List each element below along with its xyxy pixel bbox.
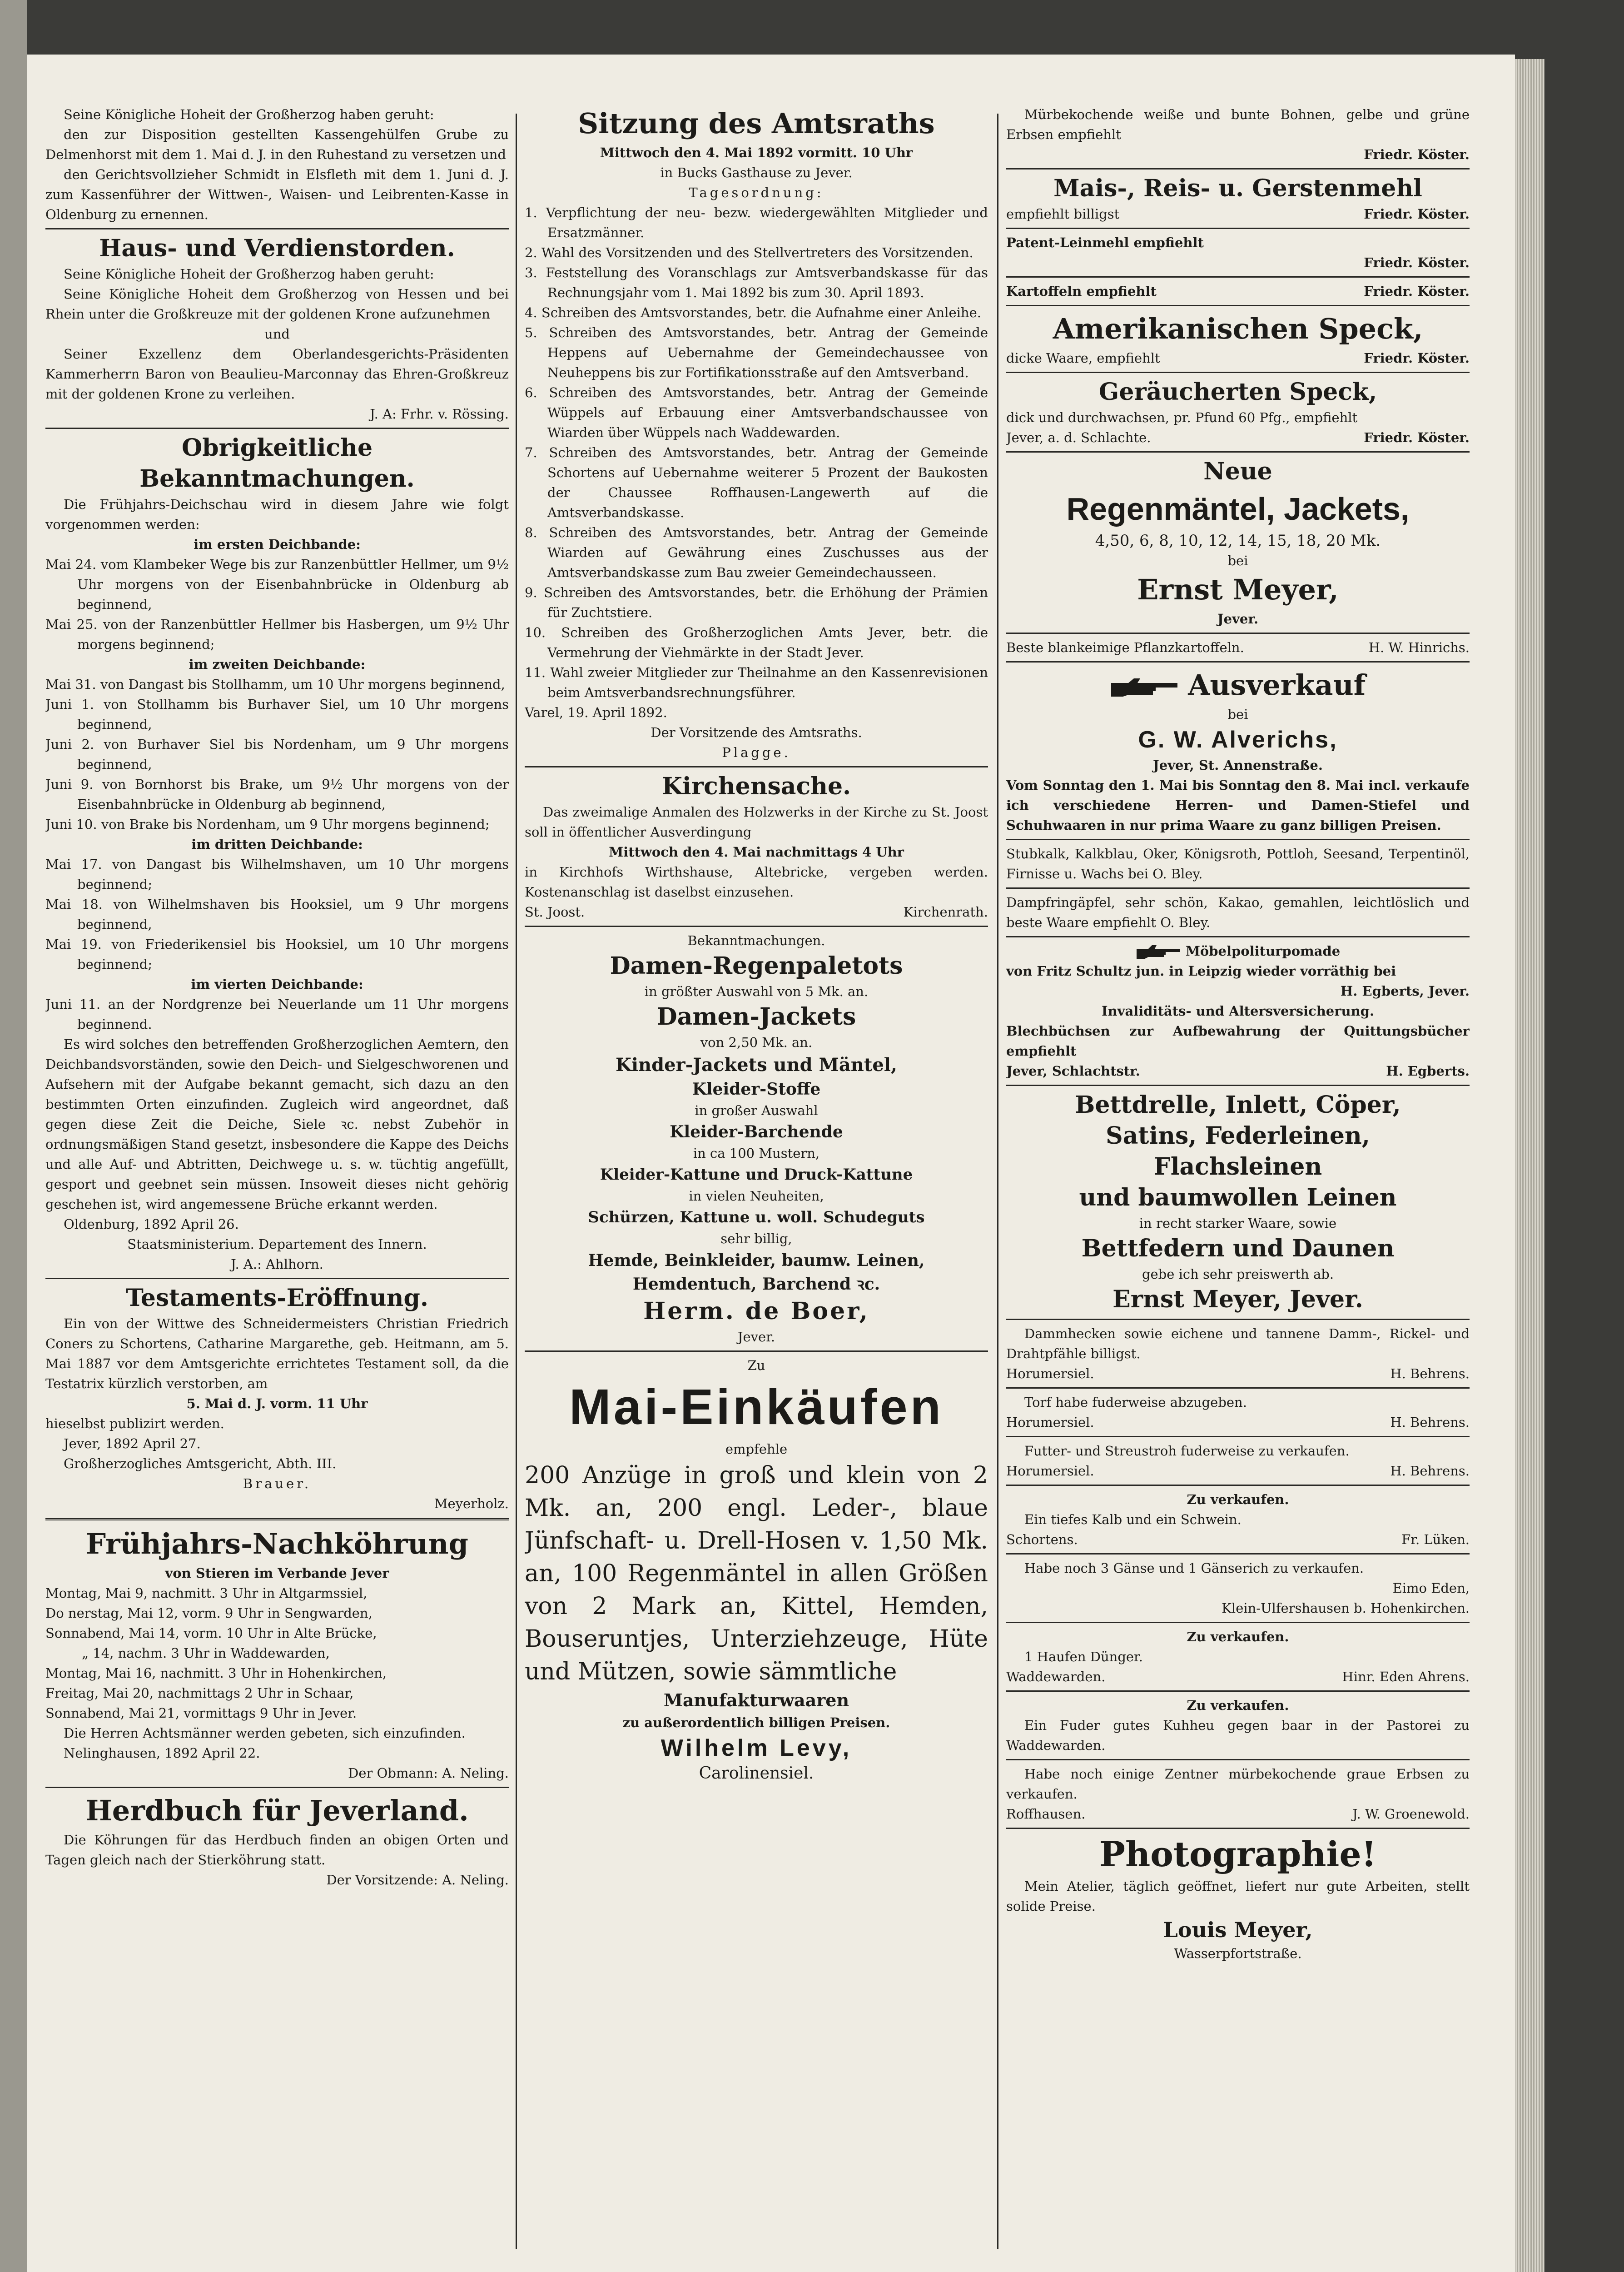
- small-pointing-hand-icon: [1136, 944, 1181, 960]
- text-paragraph: Es wird solches den betreffenden Großherzoglichen Aemtern, den Deichbandsvorständen, sowie den Deich- und Sielgeschworenen und Aufsehern mit der Aufgabe bekannt gemacht, sich dazu an den bestimmten Orten einzufinden. Zugleich wird angeordnet, daß gegen diese Zeit die Deiche, Siele ꝛc. nebst Zubehör in ordnungsmäßigen Stand gesetzt, insbesondere die Kappe des Deichs und alle Auf- und Abtritten, Deichwege u. s. w. tüchtig angefüllt, gesport und geebnet sein müssen. Insoweit dieses nicht gehörig geschehen ist, wird angemessene Brüche erkannt werden.: [45, 1036, 509, 1212]
- schedule-item: Sonnabend, Mai 21, vormittags 9 Uhr in Jever.: [45, 1705, 357, 1721]
- ad-text: 1 Haufen Dünger.: [1024, 1649, 1143, 1664]
- text-paragraph: den Gerichtsvollzieher Schmidt in Elsfleth mit dem 1. Juni d. J. zum Kassenführer der Wittwen-, Waisen- und Leibrenten-Kasse in Oldenburg zu ernennen.: [45, 167, 509, 222]
- divider: [525, 926, 988, 927]
- schedule-item: Montag, Mai 16, nachmitt. 3 Uhr in Hohenkirchen,: [45, 1665, 387, 1681]
- advertiser-address: Wasserpfortstraße.: [1174, 1946, 1302, 1961]
- divider: [1006, 887, 1470, 889]
- agenda-item: 10. Schreiben des Großherzoglichen Amts Jever, betr. die Vermehrung der Viehmärkte in der Stadt Jever.: [525, 625, 988, 660]
- advertiser-name: Wilhelm Levy,: [661, 1735, 852, 1761]
- subheading: von Stieren im Verbande Jever: [165, 1565, 389, 1581]
- ad-text: Dammhecken sowie eichene und tannene Damm-, Rickel- und Drahtpfähle billigst.: [1006, 1326, 1470, 1361]
- signature: Der Vorsitzende des Amtsraths.: [651, 725, 862, 740]
- ad-heading: Amerikanischen Speck,: [1053, 312, 1423, 345]
- divider: [1006, 1485, 1470, 1486]
- ad-text: von Fritz Schultz jun. in Leipzig wieder vorräthig bei: [1006, 963, 1396, 979]
- divider: [1006, 1553, 1470, 1555]
- text-paragraph: Seine Königliche Hoheit der Großherzog haben geruht:: [64, 266, 434, 282]
- event-date: Mittwoch den 4. Mai nachmittags 4 Uhr: [609, 844, 904, 860]
- ad-heading-row: [1006, 941, 1470, 961]
- signature: Friedr. Köster.: [1364, 350, 1470, 366]
- ad-heading: Neue: [1203, 458, 1272, 485]
- signature: Hinr. Eden Ahrens.: [1342, 1669, 1470, 1684]
- middle-column: [525, 105, 988, 1784]
- divider: [525, 766, 988, 767]
- divider: [1006, 1436, 1470, 1437]
- signature-row: [1006, 638, 1470, 658]
- subheading: im vierten Deichbande:: [191, 977, 363, 992]
- right-column: [1006, 105, 1470, 1963]
- place: Schortens.: [1006, 1532, 1078, 1547]
- signature: H. Behrens.: [1390, 1463, 1470, 1479]
- ad-heading: Flachsleinen: [1153, 1153, 1322, 1181]
- text-paragraph: Die Herren Achtsmänner werden gebeten, sich einzufinden.: [64, 1725, 466, 1741]
- list-item: Juni 1. von Stollhamm bis Burhaver Siel, um 10 Uhr morgens beginnend,: [45, 697, 509, 732]
- signature: H. Egberts, Jever.: [1340, 983, 1470, 999]
- ad-body: 200 Anzüge in groß und klein von 2 Mk. an, 200 engl. Leder-, blaue Jünfschaft- u. Drell-Hosen v. 1,50 Mk. an, 100 Regenmäntel in allen Größen von 2 Mark an, Kittel, Hemden, Bouseruntjes, Unterziehzeuge, Hüte und Mützen, sowie sämmtliche: [525, 1462, 988, 1685]
- advertiser-name: Ernst Meyer,: [1137, 573, 1339, 606]
- ad-line: Kleider-Barchende: [670, 1122, 843, 1141]
- ad-text: Futter- und Streustroh fuderweise zu verkaufen.: [1024, 1443, 1350, 1459]
- schedule-item: Freitag, Mai 20, nachmittags 2 Uhr in Schaar,: [45, 1685, 354, 1701]
- agenda-item: 9. Schreiben des Amtsvorstandes, betr. die Erhöhung der Prämien für Zuchtstiere.: [525, 585, 988, 620]
- section-heading: Herdbuch für Jeverland.: [85, 1794, 469, 1827]
- agenda-item: 3. Feststellung des Voranschlags zur Amtsverbandskasse für das Rechnungsjahr vom 1. Mai 1892 bis zum 30. April 1893.: [525, 265, 988, 300]
- signature: Brauer.: [243, 1476, 312, 1491]
- signature-row: [525, 902, 988, 922]
- ad-text: Kartoffeln empfiehlt: [1006, 284, 1157, 299]
- signature: Meyerholz.: [434, 1496, 509, 1511]
- ad-text: von 2,50 Mk. an.: [700, 1035, 813, 1050]
- dateline: Jever, 1892 April 27.: [64, 1436, 201, 1451]
- text-paragraph: und: [264, 326, 290, 342]
- subheading: Tagesordnung:: [689, 185, 824, 200]
- dateline: Varel, 19. April 1892.: [525, 705, 667, 720]
- divider: [1006, 839, 1470, 840]
- department: Staatsministerium. Departement des Innern.: [127, 1236, 427, 1252]
- subheading: Zu verkaufen.: [1187, 1698, 1289, 1713]
- signature-row: [1006, 1530, 1470, 1550]
- ad-text: in großer Auswahl: [695, 1103, 818, 1118]
- signature-row: [1006, 1061, 1470, 1081]
- text-paragraph: Seiner Exzellenz dem Oberlandesgerichts-Präsidenten Kammerherrn Baron von Beaulieu-Marconnay das Ehren-Großkreuz mit der goldenen Krone zu verleihen.: [45, 346, 509, 402]
- signature-row: [1006, 204, 1470, 224]
- ad-text: Zu: [747, 1358, 765, 1373]
- left-column: [45, 105, 509, 1890]
- signature: Friedr. Köster.: [1364, 430, 1470, 445]
- ad-line: Kleider-Kattune und Druck-Kattune: [600, 1166, 913, 1184]
- divider: [1006, 661, 1470, 663]
- signature: Der Obmann: A. Neling.: [348, 1765, 509, 1781]
- ad-line: Hemde, Beinkleider, baumw. Leinen,: [588, 1251, 925, 1270]
- place: Jever, Schlachtstr.: [1006, 1063, 1140, 1079]
- section-heading: Frühjahrs-Nachköhrung: [86, 1527, 468, 1560]
- place: Roffhausen.: [1006, 1806, 1086, 1822]
- section-heading: Obrigkeitliche Bekanntmachungen.: [139, 434, 415, 493]
- ad-heading: Satins, Federleinen,: [1106, 1122, 1370, 1150]
- scan-left-page-edge: [0, 0, 27, 2272]
- place: St. Joost.: [525, 904, 585, 920]
- ad-text: Ein tiefes Kalb und ein Schwein.: [1024, 1512, 1242, 1527]
- ad-text: Torf habe fuderweise abzugeben.: [1024, 1395, 1247, 1410]
- signature: Kirchenrath.: [903, 904, 988, 920]
- ad-line: Kleider-Stoffe: [692, 1080, 821, 1099]
- ad-text: Habe noch 3 Gänse und 1 Gänserich zu verkaufen.: [1024, 1560, 1364, 1576]
- divider: [1006, 168, 1470, 169]
- advertiser-name: Louis Meyer,: [1163, 1918, 1313, 1942]
- signature-row: [1006, 1804, 1470, 1824]
- subheading: Zu verkaufen.: [1187, 1492, 1289, 1507]
- ad-heading: Möbelpoliturpomade: [1185, 943, 1341, 959]
- schedule-item: Do nerstag, Mai 12, vorm. 9 Uhr in Sengwarden,: [45, 1605, 372, 1621]
- ad-heading: Geräucherten Speck,: [1098, 378, 1377, 406]
- signature-row: [1006, 1364, 1470, 1384]
- divider: [1006, 372, 1470, 373]
- advertiser-address: Jever, St. Annenstraße.: [1153, 757, 1323, 773]
- subheading: im dritten Deichbande:: [191, 837, 363, 852]
- subheading: im ersten Deichbande:: [194, 537, 361, 552]
- divider: [45, 1787, 509, 1788]
- signature: H. Behrens.: [1390, 1415, 1470, 1430]
- ad-text: Patent-Leinmehl empfiehlt: [1006, 235, 1204, 250]
- text-paragraph: den zur Disposition gestellten Kassengehülfen Grube zu Delmenhorst mit dem 1. Mai d. J. in den Ruhestand zu versetzen und: [45, 127, 509, 162]
- signature-row: [1006, 1412, 1470, 1432]
- divider: [1006, 1085, 1470, 1086]
- dateline: Oldenburg, 1892 April 26.: [64, 1216, 239, 1232]
- list-item: Juni 9. von Bornhorst bis Brake, um 9½ Uhr morgens von der Eisenbahnbrücke in Oldenburg ab beginnend,: [45, 777, 509, 812]
- divider: [1006, 936, 1470, 937]
- divider: [1006, 451, 1470, 453]
- ad-text: Dampfringäpfel, sehr schön, Kakao, gemahlen, leichtlöslich und beste Waare empfiehlt O. Bley.: [1006, 895, 1470, 930]
- ad-text: Ein Fuder gutes Kuhheu gegen baar in der Pastorei zu Waddewarden.: [1006, 1718, 1470, 1753]
- dateline: Nelinghausen, 1892 April 22.: [64, 1745, 260, 1761]
- signature: J. A: Frhr. v. Rössing.: [370, 406, 509, 422]
- signature: Friedr. Köster.: [1364, 255, 1470, 270]
- advertiser-name: Ernst Meyer, Jever.: [1112, 1285, 1363, 1313]
- place: Klein-Ulfershausen b. Hohenkirchen.: [1222, 1600, 1470, 1616]
- ad-line: Manufakturwaaren: [663, 1690, 849, 1710]
- ad-text: empfehle: [725, 1441, 788, 1457]
- list-item: Juni 2. von Burhaver Siel bis Nordenham, um 9 Uhr morgens beginnend,: [45, 737, 509, 772]
- ad-heading: Bettfedern und Daunen: [1081, 1235, 1395, 1262]
- divider: [45, 1518, 509, 1520]
- schedule-item: Montag, Mai 9, nachmitt. 3 Uhr in Altgarmssiel,: [45, 1585, 368, 1601]
- agenda-item: 4. Schreiben des Amtsvorstandes, betr. die Aufnahme einer Anleihe.: [525, 305, 981, 320]
- list-item: Mai 19. von Friederikensiel bis Hooksiel, um 10 Uhr morgens beginnend;: [45, 937, 509, 972]
- ad-text: Mürbekochende weiße und bunte Bohnen, gelbe und grüne Erbsen empfiehlt: [1006, 107, 1470, 142]
- divider: [1006, 228, 1470, 229]
- subheading: Bekanntmachungen.: [687, 933, 825, 948]
- place: Jever, a. d. Schlachte.: [1006, 430, 1151, 445]
- divider: [525, 1350, 988, 1352]
- ad-text: zu außerordentlich billigen Preisen.: [622, 1715, 890, 1730]
- ad-text: dicke Waare, empfiehlt: [1006, 350, 1160, 366]
- ad-heading: Bettdrelle, Inlett, Cöper,: [1075, 1091, 1401, 1119]
- signature: J. A.: Ahlhorn.: [231, 1256, 323, 1272]
- signature: Eimo Eden,: [1392, 1580, 1470, 1596]
- section-heading: Sitzung des Amtsraths: [578, 107, 935, 140]
- ad-heading: Mai-Einkäufen: [569, 1379, 944, 1435]
- ad-heading: Photographie!: [1099, 1834, 1377, 1874]
- divider: [1006, 276, 1470, 278]
- ad-heading: Mais-, Reis- u. Gerstenmehl: [1053, 174, 1422, 202]
- divider: [45, 228, 509, 229]
- event-date: 5. Mai d. J. vorm. 11 Uhr: [186, 1396, 368, 1411]
- section-heading: Kirchensache.: [661, 772, 851, 800]
- signature: H. Behrens.: [1390, 1366, 1470, 1381]
- pointing-hand-icon: [1110, 677, 1178, 698]
- divider: [1006, 1759, 1470, 1760]
- ad-heading: Damen-Jackets: [656, 1003, 856, 1031]
- advertiser-city: Carolinensiel.: [699, 1764, 814, 1783]
- ad-text: gebe ich sehr preiswerth ab.: [1142, 1266, 1334, 1282]
- signature-row: [1006, 428, 1470, 448]
- signature: J. W. Groenewold.: [1352, 1806, 1470, 1822]
- agenda-item: 8. Schreiben des Amtsvorstandes, betr. Antrag der Gemeinde Wiarden auf Gewährung eines Zuschusses aus der Amtsverbandskasse zum Bau zweier Gemeindechausseen.: [525, 525, 988, 580]
- list-item: Mai 18. von Wilhelmshaven bis Hooksiel, um 9 Uhr morgens beginnend,: [45, 897, 509, 932]
- advertiser-name: G. W. Alverichs,: [1138, 727, 1338, 753]
- signature-row: [1006, 348, 1470, 368]
- signature-row: [1006, 1461, 1470, 1481]
- ad-text: Mein Atelier, täglich geöffnet, liefert nur gute Arbeiten, stellt solide Preise.: [1006, 1878, 1470, 1914]
- text-paragraph: Die Köhrungen für das Herdbuch finden an obigen Orten und Tagen gleich nach der Stierköhrung statt.: [45, 1832, 509, 1868]
- ad-heading: Damen-Regenpaletots: [610, 952, 903, 980]
- list-item: Mai 24. vom Klambeker Wege bis zur Ranzenbüttler Hellmer, um 9½ Uhr morgens von der Eisenbahnbrücke in Oldenburg ab beginnend,: [45, 557, 509, 612]
- agenda-item: 1. Verpflichtung der neu- bezw. wiedergewählten Mitglieder und Ersatzmänner.: [525, 205, 988, 240]
- ad-heading: Regenmäntel, Jackets,: [1066, 491, 1410, 527]
- column-divider: [516, 114, 517, 2249]
- ad-line: Kinder-Jackets und Mäntel,: [616, 1054, 897, 1076]
- signature-row: [1006, 1667, 1470, 1687]
- ad-line: Schürzen, Kattune u. woll. Schudeguts: [588, 1208, 925, 1226]
- column-divider: [997, 114, 998, 2249]
- place: Horumersiel.: [1006, 1463, 1094, 1479]
- agenda-item: 11. Wahl zweier Mitglieder zur Theilnahme an den Kassenrevisionen beim Amtsverbandsrechnungsführer.: [525, 665, 988, 700]
- divider: [45, 1278, 509, 1279]
- ad-text: Blechbüchsen zur Aufbewahrung der Quittungsbücher empfiehlt: [1006, 1023, 1470, 1059]
- text-paragraph: Ein von der Wittwe des Schneidermeisters Christian Friedrich Coners zu Schortens, Catharine Margarethe, geb. Heitmann, am 5. Mai 1887 vor dem Amtsgerichte errichtetes Testament soll, da die Testatrix kürzlich verstorben, am: [45, 1316, 509, 1391]
- list-item: Mai 31. von Dangast bis Stollhamm, um 10 Uhr morgens beginnend,: [45, 677, 505, 692]
- agenda-item: 5. Schreiben des Amtsvorstandes, betr. Antrag der Gemeinde Heppens auf Uebernahme der Gemeindechaussee von Neuheppens bis zur Fortifikationsstraße auf den Amtsverband.: [525, 325, 988, 380]
- ad-text: in ca 100 Mustern,: [693, 1146, 820, 1161]
- divider: [1006, 1387, 1470, 1389]
- signature: Friedr. Köster.: [1364, 147, 1470, 162]
- event-date: Mittwoch den 4. Mai 1892 vormitt. 10 Uhr: [600, 145, 913, 160]
- agenda-item: 2. Wahl des Vorsitzenden und des Stellvertreters des Vorsitzenden.: [525, 245, 973, 260]
- ad-text: in recht starker Waare, sowie: [1139, 1216, 1337, 1231]
- signature: H. W. Hinrichs.: [1368, 640, 1470, 655]
- divider: [1006, 1622, 1470, 1623]
- divider: [1006, 633, 1470, 634]
- list-item: Juni 10. von Brake bis Nordenham, um 9 Uhr morgens beginnend;: [45, 817, 490, 832]
- section-heading: Haus- und Verdienstorden.: [99, 234, 455, 262]
- agenda-item: 7. Schreiben des Amtsvorstandes, betr. Antrag der Gemeinde Schortens auf Uebernahme weiterer 5 Prozent der Baukosten der Chaussee Roffhausen-Langewerth auf die Amtsverbandskasse.: [525, 445, 988, 520]
- place: Horumersiel.: [1006, 1415, 1094, 1430]
- divider: [1006, 1828, 1470, 1829]
- advertiser-name: Herm. de Boer,: [643, 1297, 869, 1325]
- advertiser-city: Jever.: [1217, 611, 1259, 627]
- signature: H. Egberts.: [1386, 1063, 1470, 1079]
- text-paragraph: hieselbst publizirt werden.: [45, 1416, 224, 1431]
- ad-text: bei: [1227, 553, 1248, 568]
- list-item: Mai 17. von Dangast bis Wilhelmshaven, um 10 Uhr morgens beginnend;: [45, 857, 509, 892]
- ad-text: Stubkalk, Kalkblau, Oker, Königsroth, Pottloh, Seesand, Terpentinöl, Firnisse u. Wachs bei O. Bley.: [1006, 846, 1470, 882]
- ad-text: empfiehlt billigst: [1006, 206, 1120, 222]
- ad-text: 4,50, 6, 8, 10, 12, 14, 15, 18, 20 Mk.: [1095, 532, 1381, 550]
- text-paragraph: Das zweimalige Anmalen des Holzwerks in der Kirche zu St. Joost soll in öffentlicher Ausverdingung: [525, 804, 988, 840]
- signature: Fr. Lüken.: [1401, 1532, 1470, 1547]
- section-heading: Testaments-Eröffnung.: [126, 1284, 428, 1312]
- ad-text: sehr billig,: [720, 1231, 792, 1246]
- signature: Friedr. Köster.: [1364, 284, 1470, 299]
- text-paragraph: Seine Königliche Hoheit der Großherzog haben geruht:: [64, 107, 434, 122]
- event-place: in Bucks Gasthause zu Jever.: [660, 165, 853, 180]
- ad-text: Vom Sonntag den 1. Mai bis Sonntag den 8. Mai incl. verkaufe ich verschiedene Herren- und Damen-Stiefel und Schuhwaaren in nur prima Waare zu ganz billigen Preisen.: [1006, 777, 1470, 833]
- agenda-item: 6. Schreiben des Amtsvorstandes, betr. Antrag der Gemeinde Wüppels auf Erbauung einer Amtsverbandschaussee von Wiarden über Wüppels nach Waddewarden.: [525, 385, 988, 440]
- list-item: Juni 11. an der Nordgrenze bei Neuerlande um 11 Uhr morgens beginnend.: [45, 996, 509, 1032]
- ad-text: in größter Auswahl von 5 Mk. an.: [644, 984, 869, 999]
- schedule-item: Sonnabend, Mai 14, vorm. 10 Uhr in Alte Brücke,: [45, 1625, 377, 1641]
- ad-text: Habe noch einige Zentner mürbekochende graue Erbsen zu verkaufen.: [1006, 1766, 1470, 1802]
- signature-row: [1006, 281, 1470, 301]
- divider: [1006, 1690, 1470, 1692]
- ad-line: Hemdentuch, Barchend ꝛc.: [632, 1275, 880, 1294]
- signature: Friedr. Köster.: [1364, 206, 1470, 222]
- ad-text: dick und durchwachsen, pr. Pfund 60 Pfg., empfiehlt: [1006, 410, 1358, 425]
- subheading: im zweiten Deichbande:: [189, 657, 366, 672]
- ad-heading: Ausverkauf: [1188, 668, 1366, 702]
- newspaper-page: [27, 55, 1515, 2272]
- ad-heading: Invaliditäts- und Altersversicherung.: [1101, 1003, 1375, 1019]
- list-item: Mai 25. von der Ranzenbüttler Hellmer bis Hasbergen, um 9½ Uhr morgens beginnend;: [45, 617, 509, 652]
- divider: [45, 428, 509, 429]
- signature: Der Vorsitzende: A. Neling.: [326, 1872, 509, 1888]
- ad-text: in vielen Neuheiten,: [689, 1188, 824, 1204]
- ad-text: bei: [1227, 707, 1248, 722]
- signature: Plagge.: [722, 745, 791, 760]
- ad-heading: und baumwollen Leinen: [1079, 1184, 1397, 1211]
- subheading: Zu verkaufen.: [1187, 1629, 1289, 1644]
- court-name: Großherzogliches Amtsgericht, Abth. III.: [64, 1456, 337, 1471]
- book-page-stack: [1513, 59, 1545, 2272]
- place: Horumersiel.: [1006, 1366, 1094, 1381]
- text-paragraph: in Kirchhofs Wirthshause, Altebricke, vergeben werden. Kostenanschlag ist daselbst einzusehen.: [525, 864, 988, 900]
- advertiser-city: Jever.: [737, 1329, 775, 1345]
- schedule-item: „ 14, nachm. 3 Uhr in Waddewarden,: [82, 1645, 330, 1661]
- text-paragraph: Seine Königliche Hoheit dem Großherzog von Hessen und bei Rhein unter die Großkreuze mit der goldenen Krone aufzunehmen: [45, 286, 509, 322]
- place: Waddewarden.: [1006, 1669, 1106, 1684]
- text-paragraph: Die Frühjahrs-Deichschau wird in diesem Jahre wie folgt vorgenommen werden:: [45, 497, 509, 532]
- ad-text: Beste blankeimige Pflanzkartoffeln.: [1006, 640, 1244, 655]
- ad-heading-row: [1006, 666, 1470, 704]
- divider: [1006, 305, 1470, 306]
- divider: [1006, 1319, 1470, 1320]
